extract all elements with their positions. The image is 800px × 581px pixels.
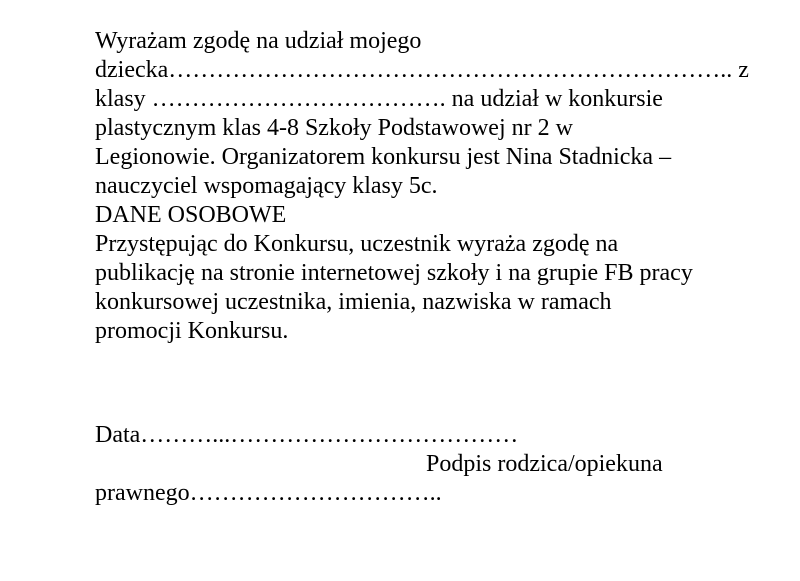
consent-line-child-name-blank: dziecka…………………………………………………………….. z [95,57,749,83]
blank-space [95,346,740,421]
personal-data-heading: DANE OSOBOWE [95,202,287,228]
personal-data-line-4: promocji Konkursu. [95,318,289,344]
consent-line-contest-info: plastycznym klas 4-8 Szkoły Podstawowej nr 2 w [95,115,573,141]
consent-line-organizer: Legionowie. Organizatorem konkursu jest Nina Stadnicka – [95,144,672,170]
consent-line-teacher: nauczyciel wspomagający klasy 5c. [95,173,438,199]
personal-data-line-1: Przystępując do Konkursu, uczestnik wyraża zgodę na [95,231,619,257]
signature-label-line: Podpis rodzica/opiekuna [426,451,663,477]
signature-blank-line: prawnego………………………….. [95,480,442,506]
consent-line-class-blank: klasy ………………………………. na udział w konkursie [95,86,663,112]
date-blank-line: Data………...……………………………… [95,422,519,448]
consent-line-intro: Wyrażam zgodę na udział mojego [95,28,422,54]
personal-data-line-2: publikację na stronie internetowej szkoły i na grupie FB pracy [95,260,693,286]
personal-data-line-3: konkursowej uczestnika, imienia, nazwiska w ramach [95,289,612,315]
